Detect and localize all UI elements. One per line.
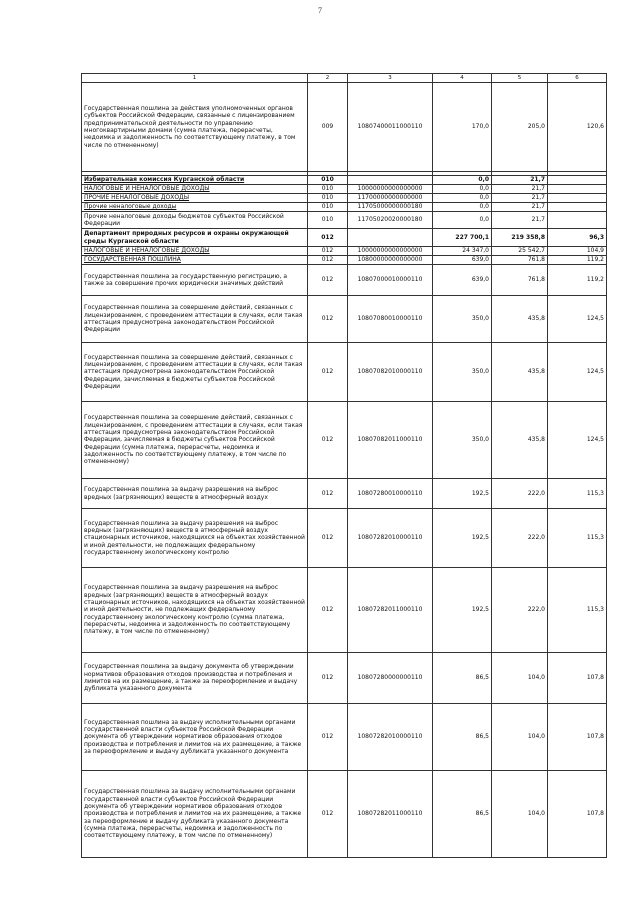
table-row bbox=[82, 479, 607, 509]
row-actual-value-cell: 104,0 bbox=[492, 653, 548, 704]
row-admin-code-cell: 012 bbox=[308, 296, 348, 343]
row-actual-value-cell: 21,7 bbox=[492, 194, 548, 203]
row-admin-code-cell: 012 bbox=[308, 265, 348, 296]
row-percent-cell: 115,3 bbox=[548, 509, 607, 568]
column-header: 4 bbox=[433, 74, 492, 83]
table-row bbox=[82, 296, 607, 343]
row-name-cell: Избирательная комиссия Курганской области bbox=[82, 176, 308, 185]
row-percent-cell: 124,5 bbox=[548, 343, 607, 402]
row-percent-cell: 107,8 bbox=[548, 653, 607, 704]
row-admin-code-cell: 012 bbox=[308, 229, 348, 247]
row-percent-cell bbox=[548, 212, 607, 229]
row-name-cell: Государственная пошлина за выдачу исполнительными органами государственной власти субъектов Российской Федерации документа об утверждении нормативов образования отходов производства и потребления и лимитов на их размещение, а также за переоформление и выдачу дубликата указанного документа bbox=[82, 704, 308, 771]
row-plan-value-cell: 0,0 bbox=[433, 194, 492, 203]
row-admin-code-cell: 012 bbox=[308, 704, 348, 771]
column-header: 6 bbox=[548, 74, 607, 83]
row-name-cell: НАЛОГОВЫЕ И НЕНАЛОГОВЫЕ ДОХОДЫ bbox=[82, 185, 308, 194]
row-kbk-code-cell: 10807082010000110 bbox=[348, 343, 433, 402]
table-row bbox=[82, 194, 607, 203]
table-row bbox=[82, 203, 607, 212]
table-row bbox=[82, 704, 607, 771]
row-percent-cell bbox=[548, 185, 607, 194]
row-kbk-code-cell: 10807282011000110 bbox=[348, 568, 433, 653]
row-admin-code-cell: 012 bbox=[308, 247, 348, 256]
row-percent-cell: 104,9 bbox=[548, 247, 607, 256]
row-kbk-code-cell: 10807280010000110 bbox=[348, 479, 433, 509]
row-kbk-code-cell: 10807082011000110 bbox=[348, 402, 433, 479]
row-admin-code-cell: 012 bbox=[308, 653, 348, 704]
row-kbk-code-cell: 11705020020000180 bbox=[348, 212, 433, 229]
row-plan-value-cell: 192,5 bbox=[433, 509, 492, 568]
row-plan-value-cell: 350,0 bbox=[433, 343, 492, 402]
row-actual-value-cell: 21,7 bbox=[492, 176, 548, 185]
table-row bbox=[82, 83, 607, 172]
table-row bbox=[82, 568, 607, 653]
row-plan-value-cell: 170,0 bbox=[433, 83, 492, 172]
row-name-cell: Государственная пошлина за совершение действий, связанных с лицензированием, с проведением аттестации в случаях, если такая аттестация предусмотрена законодательством Российской Федерации, зачисляемая в бюджеты субъектов Российской Федерации bbox=[82, 343, 308, 402]
row-actual-value-cell: 104,0 bbox=[492, 771, 548, 858]
row-plan-value-cell: 0,0 bbox=[433, 212, 492, 229]
row-name-cell: ГОСУДАРСТВЕННАЯ ПОШЛИНА bbox=[82, 256, 308, 265]
row-actual-value-cell: 21,7 bbox=[492, 212, 548, 229]
column-header: 5 bbox=[492, 74, 548, 83]
row-admin-code-cell: 012 bbox=[308, 568, 348, 653]
row-percent-cell bbox=[548, 194, 607, 203]
row-kbk-code-cell: 10800000000000000 bbox=[348, 256, 433, 265]
row-name-cell: НАЛОГОВЫЕ И НЕНАЛОГОВЫЕ ДОХОДЫ bbox=[82, 247, 308, 256]
row-actual-value-cell: 104,0 bbox=[492, 704, 548, 771]
row-name-cell: ПРОЧИЕ НЕНАЛОГОВЫЕ ДОХОДЫ bbox=[82, 194, 308, 203]
row-name-cell: Государственная пошлина за государственную регистрацию, а также за совершение прочих юридически значимых действий bbox=[82, 265, 308, 296]
row-percent-cell bbox=[548, 176, 607, 185]
row-name-cell: Прочие неналоговые доходы бюджетов субъектов Российской Федерации bbox=[82, 212, 308, 229]
row-actual-value-cell: 205,0 bbox=[492, 83, 548, 172]
row-kbk-code-cell: 10807080010000110 bbox=[348, 296, 433, 343]
row-plan-value-cell: 192,5 bbox=[433, 568, 492, 653]
row-kbk-code-cell: 11705000000000180 bbox=[348, 203, 433, 212]
row-percent-cell: 107,8 bbox=[548, 704, 607, 771]
table-row bbox=[82, 402, 607, 479]
row-percent-cell: 119,2 bbox=[548, 265, 607, 296]
row-plan-value-cell: 350,0 bbox=[433, 402, 492, 479]
row-actual-value-cell: 761,8 bbox=[492, 265, 548, 296]
row-percent-cell: 124,5 bbox=[548, 402, 607, 479]
row-admin-code-cell: 012 bbox=[308, 771, 348, 858]
row-plan-value-cell: 24 347,0 bbox=[433, 247, 492, 256]
row-actual-value-cell: 25 542,7 bbox=[492, 247, 548, 256]
table-row bbox=[82, 509, 607, 568]
column-header: 2 bbox=[308, 74, 348, 83]
row-actual-value-cell: 222,0 bbox=[492, 479, 548, 509]
row-name-cell: Государственная пошлина за выдачу документа об утверждении нормативов образования отходов производства и потребления и лимитов на их размещение, а также за переоформление и выдачу дубликата указанного документа bbox=[82, 653, 308, 704]
row-actual-value-cell: 435,8 bbox=[492, 402, 548, 479]
column-header: 3 bbox=[348, 74, 433, 83]
row-percent-cell: 115,3 bbox=[548, 479, 607, 509]
row-name-cell: Государственная пошлина за выдачу разрешения на выброс вредных (загрязняющих) веществ в атмосферный воздух стационарных источников, находящихся на объектах хозяйственной и иной деятельности, не подлежащих федеральному государственному экологическому контролю bbox=[82, 509, 308, 568]
row-plan-value-cell: 0,0 bbox=[433, 203, 492, 212]
row-admin-code-cell: 012 bbox=[308, 509, 348, 568]
revenue-table bbox=[81, 73, 607, 858]
row-actual-value-cell: 761,8 bbox=[492, 256, 548, 265]
row-plan-value-cell: 86,5 bbox=[433, 771, 492, 858]
row-percent-cell: 115,3 bbox=[548, 568, 607, 653]
row-actual-value-cell: 435,8 bbox=[492, 343, 548, 402]
row-admin-code-cell: 010 bbox=[308, 203, 348, 212]
row-admin-code-cell: 010 bbox=[308, 176, 348, 185]
table-row bbox=[82, 256, 607, 265]
row-name-cell: Государственная пошлина за действия уполномоченных органов субъектов Российской Федерации, связанные с лицензированием предпринимательской деятельности по управлению многоквартирными домами (сумма платежа, перерасчеты, недоимка и задолженность по соответствующему платежу, в том числе по отмененному) bbox=[82, 83, 308, 172]
row-percent-cell: 119,2 bbox=[548, 256, 607, 265]
row-actual-value-cell: 21,7 bbox=[492, 203, 548, 212]
table-row bbox=[82, 343, 607, 402]
row-kbk-code-cell: 10807000010000110 bbox=[348, 265, 433, 296]
table-row bbox=[82, 265, 607, 296]
row-admin-code-cell: 010 bbox=[308, 185, 348, 194]
row-name-cell: Государственная пошлина за совершение действий, связанных с лицензированием, с проведением аттестации в случаях, если такая аттестация предусмотрена законодательством Российской Федерации bbox=[82, 296, 308, 343]
row-plan-value-cell: 86,5 bbox=[433, 653, 492, 704]
row-name-cell: Государственная пошлина за выдачу разрешения на выброс вредных (загрязняющих) веществ в атмосферный воздух стационарных источников, находящихся на объектах хозяйственной и иной деятельности, не подлежащих федеральному государственному экологическому контролю (сумма платежа, перерасчеты, недоимка и задолженность по соответствующему платежу, в том числе по отмененному) bbox=[82, 568, 308, 653]
table-row bbox=[82, 229, 607, 247]
row-name-cell: Прочие неналоговые доходы bbox=[82, 203, 308, 212]
row-name-cell: Государственная пошлина за выдачу разрешения на выброс вредных (загрязняющих) веществ в атмосферный воздух bbox=[82, 479, 308, 509]
row-admin-code-cell: 012 bbox=[308, 343, 348, 402]
row-kbk-code-cell: 10807280000000110 bbox=[348, 653, 433, 704]
row-plan-value-cell: 0,0 bbox=[433, 176, 492, 185]
table-header-row bbox=[82, 74, 607, 83]
row-kbk-code-cell: 11700000000000000 bbox=[348, 194, 433, 203]
row-name-cell: Департамент природных ресурсов и охраны окружающей среды Курганской области bbox=[82, 229, 308, 247]
table-row bbox=[82, 771, 607, 858]
row-kbk-code-cell: 10807282010000110 bbox=[348, 704, 433, 771]
table-row bbox=[82, 176, 607, 185]
row-admin-code-cell: 010 bbox=[308, 194, 348, 203]
row-actual-value-cell: 219 358,8 bbox=[492, 229, 548, 247]
row-plan-value-cell: 639,0 bbox=[433, 256, 492, 265]
page-number: 7 bbox=[318, 6, 322, 15]
row-kbk-code-cell bbox=[348, 176, 433, 185]
row-plan-value-cell: 227 700,1 bbox=[433, 229, 492, 247]
row-admin-code-cell: 009 bbox=[308, 83, 348, 172]
row-admin-code-cell: 012 bbox=[308, 402, 348, 479]
row-actual-value-cell: 222,0 bbox=[492, 509, 548, 568]
row-plan-value-cell: 192,5 bbox=[433, 479, 492, 509]
row-percent-cell: 96,3 bbox=[548, 229, 607, 247]
row-percent-cell: 107,8 bbox=[548, 771, 607, 858]
table-row bbox=[82, 212, 607, 229]
table-row bbox=[82, 185, 607, 194]
row-actual-value-cell: 21,7 bbox=[492, 185, 548, 194]
row-name-cell: Государственная пошлина за совершение действий, связанных с лицензированием, с проведением аттестации в случаях, если такая аттестация предусмотрена законодательством Российской Федерации, зачисляемая в бюджеты субъектов Российской Федерации (сумма платежа, перерасчеты, недоимка и задолженность по соответствующему платежу, в том числе по отмененному) bbox=[82, 402, 308, 479]
row-admin-code-cell: 010 bbox=[308, 212, 348, 229]
row-kbk-code-cell bbox=[348, 229, 433, 247]
row-kbk-code-cell: 10807400011000110 bbox=[348, 83, 433, 172]
row-plan-value-cell: 639,0 bbox=[433, 265, 492, 296]
table-row bbox=[82, 653, 607, 704]
row-kbk-code-cell: 10807282011000110 bbox=[348, 771, 433, 858]
row-admin-code-cell: 012 bbox=[308, 479, 348, 509]
row-plan-value-cell: 350,0 bbox=[433, 296, 492, 343]
row-actual-value-cell: 222,0 bbox=[492, 568, 548, 653]
row-percent-cell: 124,5 bbox=[548, 296, 607, 343]
column-header: 1 bbox=[82, 74, 308, 83]
row-admin-code-cell: 012 bbox=[308, 256, 348, 265]
row-kbk-code-cell: 10807282010000110 bbox=[348, 509, 433, 568]
row-kbk-code-cell: 10000000000000000 bbox=[348, 247, 433, 256]
row-plan-value-cell: 0,0 bbox=[433, 185, 492, 194]
row-plan-value-cell: 86,5 bbox=[433, 704, 492, 771]
table-row bbox=[82, 247, 607, 256]
row-percent-cell bbox=[548, 203, 607, 212]
row-kbk-code-cell: 10000000000000000 bbox=[348, 185, 433, 194]
row-actual-value-cell: 435,8 bbox=[492, 296, 548, 343]
row-name-cell: Государственная пошлина за выдачу исполнительными органами государственной власти субъектов Российской Федерации документа об утверждении нормативов образования отходов производства и потребления и лимитов на их размещение, а также за переоформление и выдачу дубликата указанного документа (сумма платежа, перерасчеты, недоимка и задолженность по соответствующему платежу, в том числе по отмененному) bbox=[82, 771, 308, 858]
row-percent-cell: 120,6 bbox=[548, 83, 607, 172]
